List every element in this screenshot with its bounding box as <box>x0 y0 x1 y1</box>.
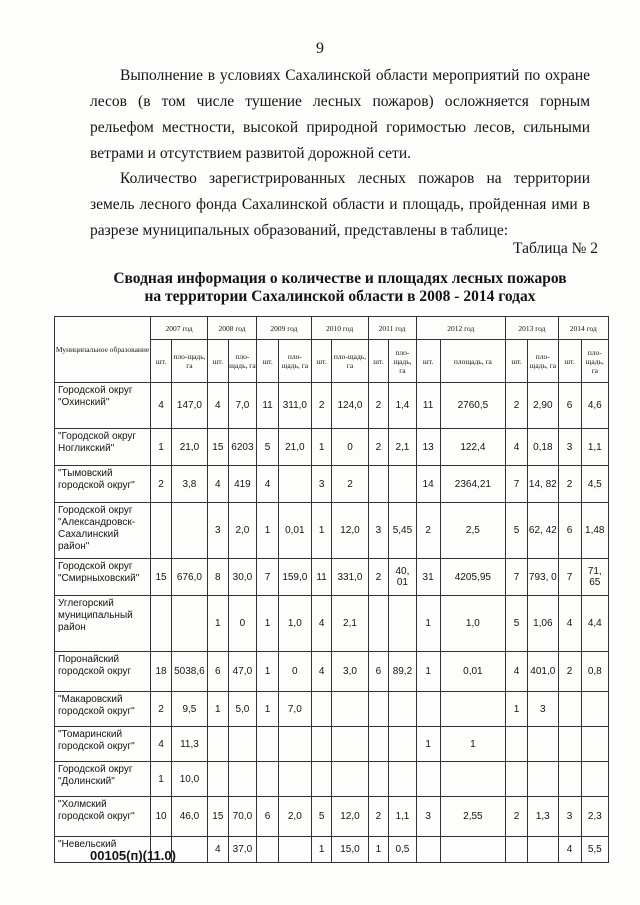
fire-count-cell: 5 <box>506 503 528 559</box>
table-row <box>55 652 609 692</box>
fire-count-cell: 6 <box>558 503 581 559</box>
fire-area-cell: 47,0 <box>228 652 256 692</box>
fire-count-cell: 2 <box>558 652 581 692</box>
fire-count-cell: 3 <box>558 797 581 837</box>
fire-count-cell: 4 <box>207 466 228 503</box>
fire-area-cell <box>171 503 207 559</box>
fires-table <box>54 316 609 863</box>
fire-area-cell <box>581 762 608 797</box>
fire-count-cell <box>257 762 279 797</box>
fire-area-cell: 7,0 <box>228 383 256 429</box>
fire-area-cell: 1,3 <box>528 797 559 837</box>
municipality-header: Муниципальное образование <box>55 317 151 383</box>
fire-area-cell: 4,4 <box>581 596 608 652</box>
fire-count-cell: 4 <box>506 429 528 466</box>
fire-count-cell: 2 <box>311 383 332 429</box>
fire-area-cell: 0,18 <box>528 429 559 466</box>
fire-area-cell: 2,0 <box>228 503 256 559</box>
area-subheader: пло-щадь, га <box>228 340 256 383</box>
fire-count-cell: 4 <box>558 596 581 652</box>
fire-area-cell: 401,0 <box>528 652 559 692</box>
fire-area-cell <box>278 837 311 863</box>
fire-count-cell <box>558 727 581 762</box>
area-subheader: пло-щадь, га <box>332 340 368 383</box>
count-subheader: шт. <box>151 340 172 383</box>
table-row <box>55 727 609 762</box>
fire-area-cell: 4,5 <box>581 466 608 503</box>
fire-area-cell <box>332 762 368 797</box>
table-row <box>55 503 609 559</box>
fire-area-cell <box>389 596 416 652</box>
fire-area-cell: 21,0 <box>278 429 311 466</box>
fire-area-cell: 311,0 <box>278 383 311 429</box>
fire-count-cell <box>506 727 528 762</box>
fire-count-cell: 1 <box>207 692 228 727</box>
fire-count-cell <box>558 762 581 797</box>
fire-count-cell: 1 <box>416 652 440 692</box>
table-row <box>55 596 609 652</box>
fire-area-cell: 11,3 <box>171 727 207 762</box>
fire-count-cell: 11 <box>416 383 440 429</box>
fire-count-cell: 4 <box>257 466 279 503</box>
area-subheader: площадь, га <box>440 340 506 383</box>
area-subheader: пло-щадь, га <box>528 340 559 383</box>
fire-area-cell: 3,8 <box>171 466 207 503</box>
fire-count-cell: 31 <box>416 559 440 596</box>
fire-area-cell <box>228 762 256 797</box>
fire-area-cell: 122,4 <box>440 429 506 466</box>
fire-count-cell: 3 <box>207 503 228 559</box>
fire-area-cell: 0 <box>332 429 368 466</box>
fire-area-cell: 2,1 <box>389 429 416 466</box>
municipality-name: Городской округ "Охинский" <box>55 383 151 429</box>
fire-area-cell: 5,45 <box>389 503 416 559</box>
fire-count-cell: 2 <box>368 797 389 837</box>
table-number: Таблица № 2 <box>513 240 598 257</box>
fire-area-cell: 1,1 <box>389 797 416 837</box>
fire-count-cell <box>207 762 228 797</box>
year-header: 2011 год <box>368 317 416 340</box>
fire-count-cell <box>506 837 528 863</box>
count-subheader: шт. <box>257 340 279 383</box>
fire-area-cell: 1,4 <box>389 383 416 429</box>
fire-count-cell <box>368 727 389 762</box>
fire-count-cell: 1 <box>311 429 332 466</box>
fire-area-cell <box>581 692 608 727</box>
fire-area-cell: 46,0 <box>171 797 207 837</box>
municipality-name: Городской округ "Долинский" <box>55 762 151 797</box>
area-subheader: пло-щадь, га <box>389 340 416 383</box>
year-header: 2014 год <box>558 317 608 340</box>
count-subheader: шт. <box>207 340 228 383</box>
year-header: 2012 год <box>416 317 506 340</box>
paragraph-1: Выполнение в условиях Сахалинской области мероприятий по охране лесов (в том числе тушение лесных пожаров) осложняется горным рельефом местности, высокой природной горимостью лесов, сильными ветрами и отсутствием развитой дорожной сети. <box>90 67 590 162</box>
fire-count-cell <box>368 466 389 503</box>
fire-count-cell: 1 <box>257 652 279 692</box>
fire-area-cell: 2 <box>332 466 368 503</box>
fire-count-cell: 3 <box>368 503 389 559</box>
fire-area-cell: 7,0 <box>278 692 311 727</box>
fire-count-cell: 1 <box>257 503 279 559</box>
fire-count-cell: 4 <box>151 727 172 762</box>
fire-area-cell <box>278 762 311 797</box>
fire-area-cell <box>528 727 559 762</box>
table-title-line-2: на территории Сахалинской области в 2008 - 2014 годах <box>144 288 536 305</box>
fire-count-cell: 10 <box>151 797 172 837</box>
fire-area-cell: 1,0 <box>440 596 506 652</box>
fire-count-cell: 1 <box>257 692 279 727</box>
fire-area-cell: 9,5 <box>171 692 207 727</box>
municipality-name: "Холмский городской округ" <box>55 797 151 837</box>
municipality-name: "Тымовский городской округ" <box>55 466 151 503</box>
count-subheader: шт. <box>506 340 528 383</box>
fire-count-cell: 1 <box>207 596 228 652</box>
footer-code: 00105(п)(11.0) <box>90 848 176 863</box>
fire-count-cell: 11 <box>257 383 279 429</box>
fire-area-cell: 12,0 <box>332 797 368 837</box>
fire-area-cell: 1,06 <box>528 596 559 652</box>
fire-count-cell: 4 <box>311 652 332 692</box>
fire-count-cell <box>368 762 389 797</box>
fire-count-cell: 7 <box>257 559 279 596</box>
fire-area-cell <box>171 837 207 863</box>
area-subheader: пло-щадь, га <box>171 340 207 383</box>
fire-count-cell: 1 <box>151 429 172 466</box>
fire-count-cell <box>368 692 389 727</box>
fire-count-cell <box>311 692 332 727</box>
fire-count-cell <box>416 762 440 797</box>
fire-count-cell: 1 <box>257 596 279 652</box>
fire-count-cell: 3 <box>558 429 581 466</box>
fire-area-cell: 12,0 <box>332 503 368 559</box>
municipality-name: "Невельский <box>55 837 151 863</box>
area-subheader: пло-щадь, га <box>278 340 311 383</box>
fire-count-cell <box>558 692 581 727</box>
fire-area-cell <box>440 762 506 797</box>
fire-area-cell: 15,0 <box>332 837 368 863</box>
year-header: 2009 год <box>257 317 312 340</box>
fire-count-cell: 7 <box>506 466 528 503</box>
fire-area-cell: 0,01 <box>440 652 506 692</box>
fire-area-cell: 147,0 <box>171 383 207 429</box>
fire-area-cell: 2364,21 <box>440 466 506 503</box>
fire-count-cell: 4 <box>311 596 332 652</box>
fire-count-cell: 14 <box>416 466 440 503</box>
fire-area-cell: 0,5 <box>389 837 416 863</box>
fire-area-cell <box>440 692 506 727</box>
fire-count-cell: 2 <box>416 503 440 559</box>
fire-count-cell <box>311 727 332 762</box>
year-header: 2013 год <box>506 317 558 340</box>
fire-area-cell: 4,6 <box>581 383 608 429</box>
fire-area-cell <box>278 727 311 762</box>
fire-count-cell <box>151 596 172 652</box>
count-subheader: шт. <box>368 340 389 383</box>
fire-count-cell: 4 <box>506 652 528 692</box>
fire-area-cell <box>389 466 416 503</box>
fire-area-cell: 89,2 <box>389 652 416 692</box>
municipality-name: "Макаровский городской округ" <box>55 692 151 727</box>
fire-count-cell: 4 <box>558 837 581 863</box>
fire-count-cell: 18 <box>151 652 172 692</box>
fire-area-cell <box>440 837 506 863</box>
fire-count-cell: 6 <box>207 652 228 692</box>
fire-count-cell: 7 <box>506 559 528 596</box>
fire-count-cell: 15 <box>207 429 228 466</box>
table-row <box>55 692 609 727</box>
fire-count-cell: 2 <box>368 383 389 429</box>
fire-count-cell: 6 <box>558 383 581 429</box>
paragraph-2: Количество зарегистрированных лесных пожаров на территории земель лесного фонда Сахалинской области и площадь, пройденная ими в разрезе муниципальных образований, представлены в таблице: <box>90 170 590 239</box>
fire-area-cell: 0 <box>278 652 311 692</box>
fire-area-cell: 40, 01 <box>389 559 416 596</box>
fire-area-cell: 676,0 <box>171 559 207 596</box>
fire-area-cell: 5,0 <box>228 692 256 727</box>
fire-area-cell: 62, 42 <box>528 503 559 559</box>
fire-area-cell: 1,1 <box>581 429 608 466</box>
fire-count-cell: 7 <box>558 559 581 596</box>
municipality-name: Городской округ "Смирныховский" <box>55 559 151 596</box>
fire-area-cell: 419 <box>228 466 256 503</box>
fire-count-cell <box>151 503 172 559</box>
fire-count-cell: 6 <box>257 797 279 837</box>
fire-area-cell: 124,0 <box>332 383 368 429</box>
fire-count-cell: 5 <box>506 596 528 652</box>
fire-count-cell: 4 <box>207 837 228 863</box>
fire-count-cell: 3 <box>416 797 440 837</box>
fire-area-cell: 4205,95 <box>440 559 506 596</box>
fire-area-cell <box>528 837 559 863</box>
count-subheader: шт. <box>558 340 581 383</box>
fire-area-cell: 14, 82 <box>528 466 559 503</box>
fire-area-cell <box>228 727 256 762</box>
fire-count-cell: 4 <box>207 383 228 429</box>
fire-count-cell <box>311 762 332 797</box>
fire-count-cell: 1 <box>311 503 332 559</box>
fire-count-cell: 2 <box>151 692 172 727</box>
fire-count-cell: 2 <box>506 797 528 837</box>
municipality-name: "Томаринский городской округ" <box>55 727 151 762</box>
fire-count-cell: 1 <box>416 727 440 762</box>
municipality-name: Углегорский муниципальный район <box>55 596 151 652</box>
fire-area-cell: 2,90 <box>528 383 559 429</box>
fire-count-cell <box>257 727 279 762</box>
table-row <box>55 466 609 503</box>
fire-count-cell: 5 <box>257 429 279 466</box>
fire-count-cell: 1 <box>506 692 528 727</box>
fire-area-cell: 331,0 <box>332 559 368 596</box>
table-row <box>55 797 609 837</box>
table-row <box>55 559 609 596</box>
fire-area-cell: 30,0 <box>228 559 256 596</box>
fire-area-cell: 5038,6 <box>171 652 207 692</box>
fire-count-cell: 2 <box>506 383 528 429</box>
municipality-name: Поронайский городской округ <box>55 652 151 692</box>
fire-area-cell: 2,55 <box>440 797 506 837</box>
fire-area-cell <box>389 727 416 762</box>
fire-area-cell: 6203 <box>228 429 256 466</box>
fire-area-cell: 37,0 <box>228 837 256 863</box>
fire-count-cell: 3 <box>311 466 332 503</box>
fire-area-cell: 1,48 <box>581 503 608 559</box>
fire-count-cell: 15 <box>151 559 172 596</box>
fire-area-cell <box>171 596 207 652</box>
fire-area-cell: 2760,5 <box>440 383 506 429</box>
fire-area-cell <box>528 762 559 797</box>
fire-count-cell: 2 <box>368 429 389 466</box>
fire-count-cell: 4 <box>151 383 172 429</box>
fire-count-cell <box>416 837 440 863</box>
count-subheader: шт. <box>416 340 440 383</box>
fire-area-cell <box>389 692 416 727</box>
fire-area-cell: 2,1 <box>332 596 368 652</box>
fire-area-cell: 0,01 <box>278 503 311 559</box>
fire-count-cell: 6 <box>368 652 389 692</box>
fire-area-cell: 71, 65 <box>581 559 608 596</box>
fire-area-cell <box>581 727 608 762</box>
fire-area-cell: 159,0 <box>278 559 311 596</box>
page-number: 9 <box>316 40 324 57</box>
fire-area-cell: 10,0 <box>171 762 207 797</box>
table-row <box>55 383 609 429</box>
fire-area-cell: 21,0 <box>171 429 207 466</box>
fire-area-cell: 793, 0 <box>528 559 559 596</box>
fire-area-cell: 0 <box>228 596 256 652</box>
fire-count-cell: 2 <box>558 466 581 503</box>
fire-count-cell: 13 <box>416 429 440 466</box>
fire-area-cell: 1 <box>440 727 506 762</box>
fire-count-cell: 1 <box>311 837 332 863</box>
fire-count-cell: 15 <box>207 797 228 837</box>
table-title <box>90 270 590 306</box>
fire-count-cell: 1 <box>368 837 389 863</box>
year-header: 2007 год <box>151 317 208 340</box>
fire-area-cell: 3,0 <box>332 652 368 692</box>
fire-area-cell <box>332 692 368 727</box>
fire-area-cell <box>389 762 416 797</box>
fire-area-cell: 1,0 <box>278 596 311 652</box>
municipality-name: Городской округ "Александровск-Сахалинский район" <box>55 503 151 559</box>
fire-count-cell: 5 <box>311 797 332 837</box>
fire-count-cell <box>416 692 440 727</box>
table-title-line-1: Сводная информация о количестве и площадях лесных пожаров <box>113 270 567 287</box>
count-subheader: шт. <box>311 340 332 383</box>
fire-count-cell: 1 <box>151 762 172 797</box>
fire-area-cell: 0,8 <box>581 652 608 692</box>
year-header: 2010 год <box>311 317 368 340</box>
fire-area-cell: 70,0 <box>228 797 256 837</box>
table-row <box>55 762 609 797</box>
fire-count-cell <box>207 727 228 762</box>
fire-count-cell: 2 <box>368 559 389 596</box>
fire-area-cell <box>332 727 368 762</box>
fire-area-cell: 2,0 <box>278 797 311 837</box>
fire-count-cell <box>368 596 389 652</box>
fire-area-cell <box>278 466 311 503</box>
fire-count-cell: 2 <box>151 466 172 503</box>
fire-count-cell: 1 <box>416 596 440 652</box>
fire-area-cell: 3 <box>528 692 559 727</box>
fire-count-cell: 11 <box>311 559 332 596</box>
fire-area-cell: 2,5 <box>440 503 506 559</box>
fire-area-cell: 5,5 <box>581 837 608 863</box>
fire-count-cell <box>506 762 528 797</box>
table-row <box>55 429 609 466</box>
area-subheader: пло-щадь, га <box>581 340 608 383</box>
municipality-name: "Городской округ Ногликский" <box>55 429 151 466</box>
year-header: 2008 год <box>207 317 256 340</box>
fire-count-cell <box>257 837 279 863</box>
fire-area-cell: 2,3 <box>581 797 608 837</box>
fire-count-cell: 8 <box>207 559 228 596</box>
